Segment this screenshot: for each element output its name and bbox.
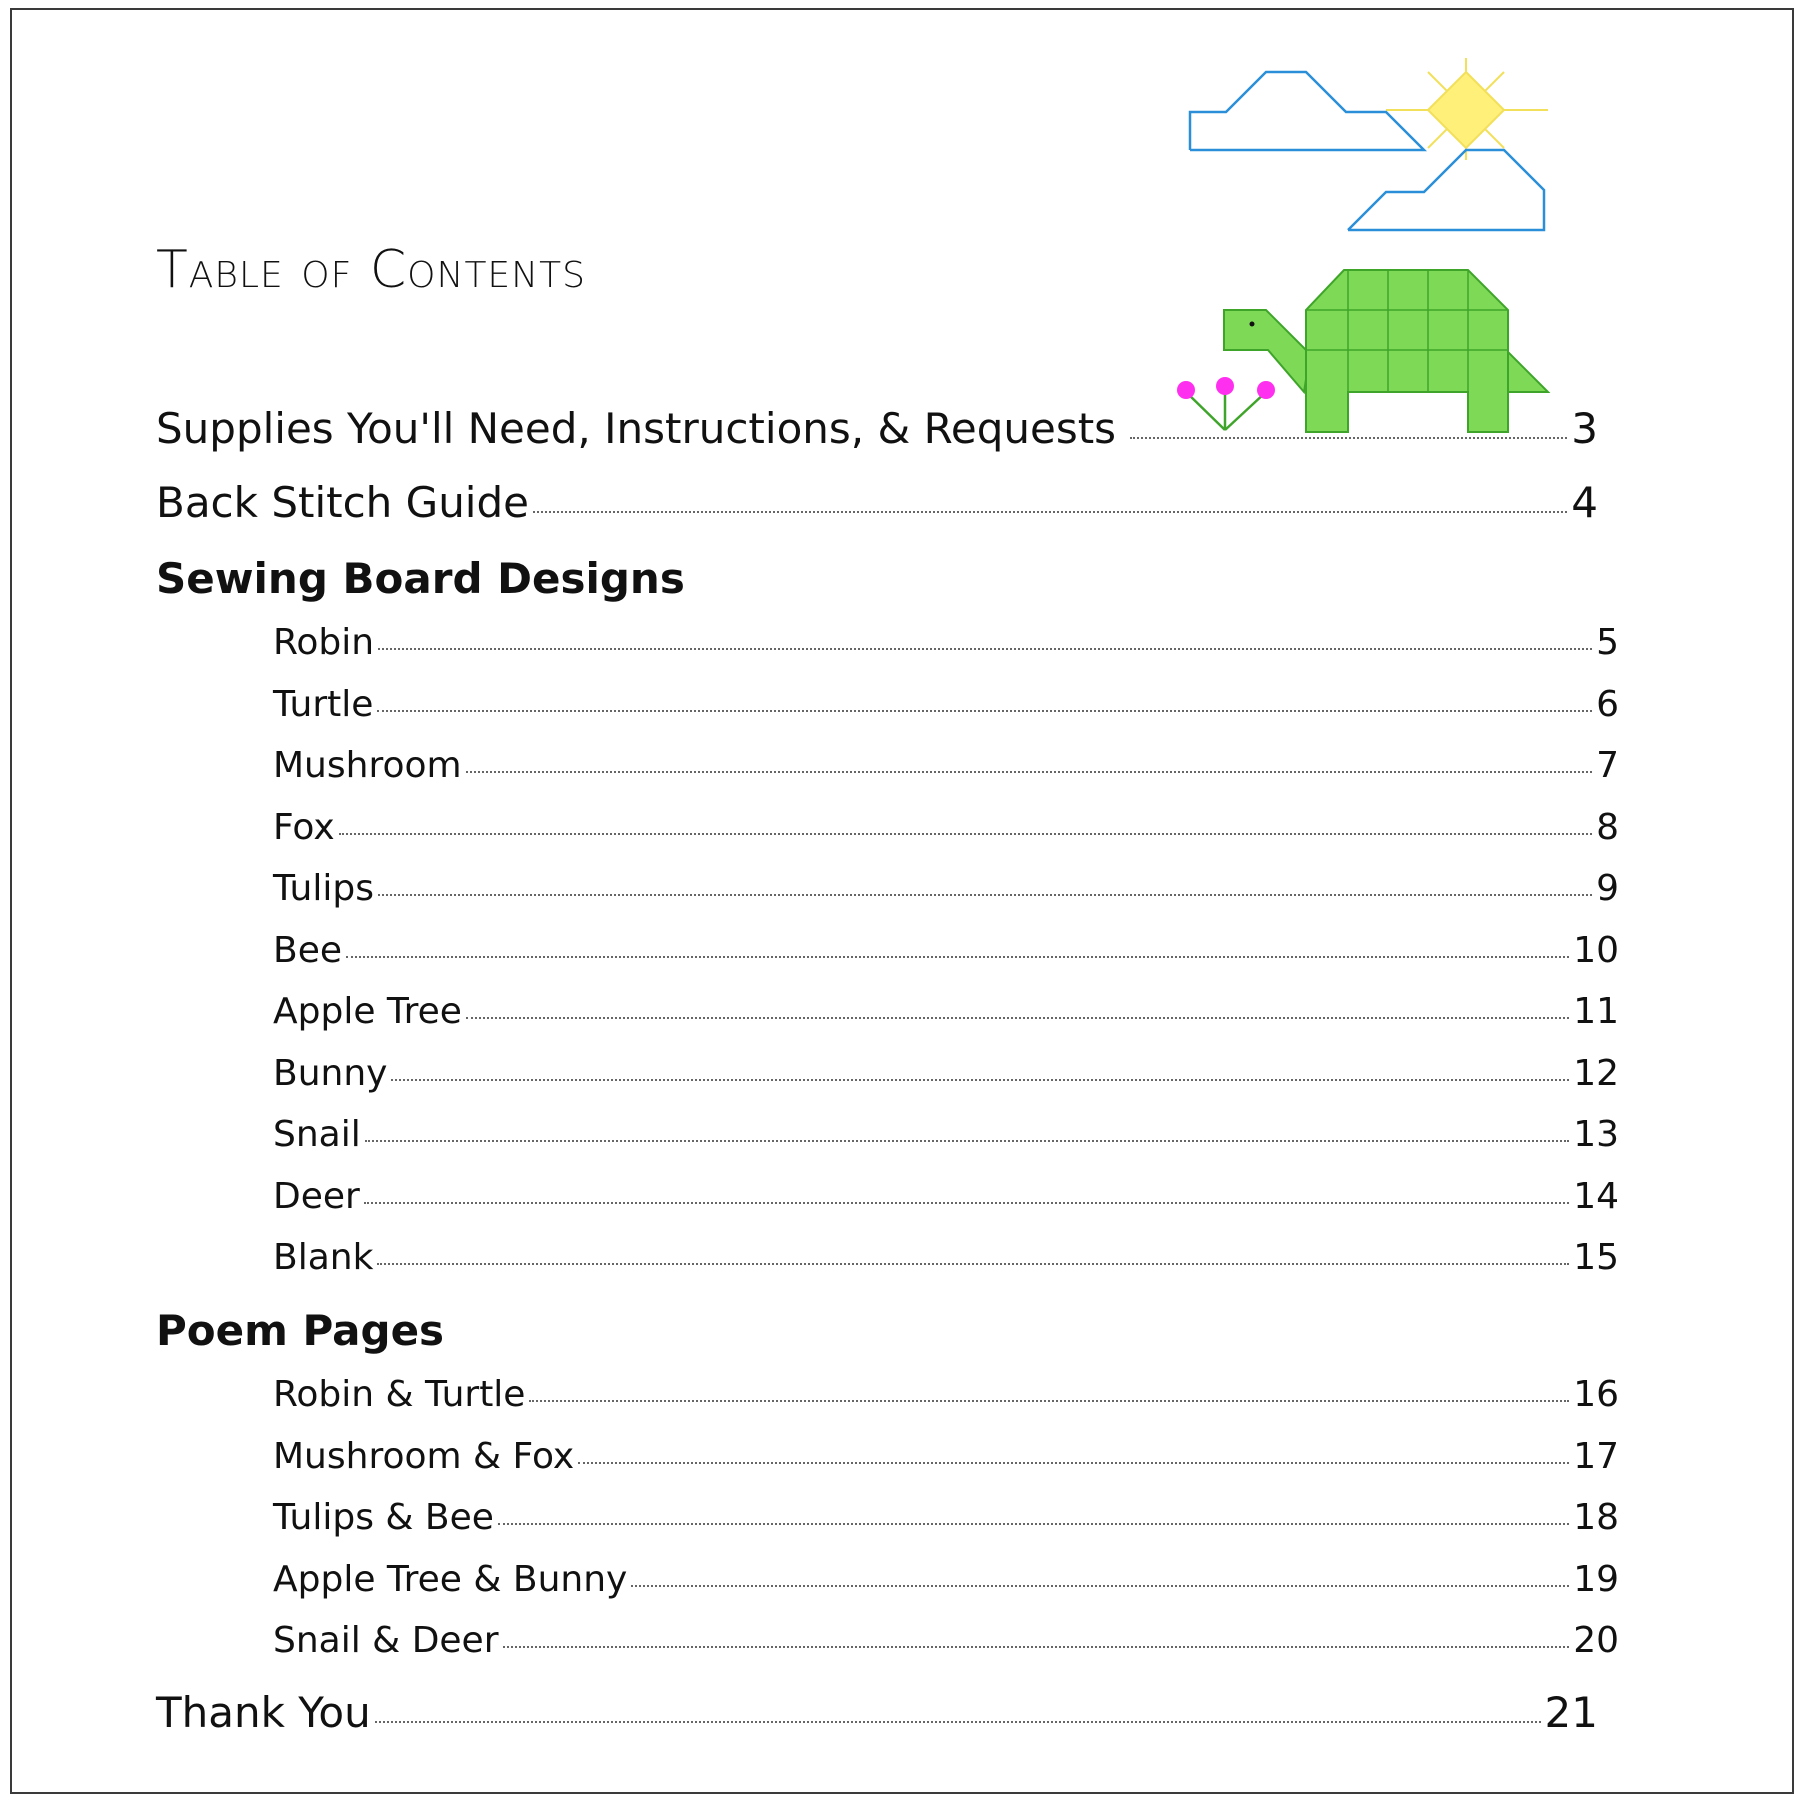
toc-item-label: Bunny	[273, 1053, 388, 1094]
toc-item-label: Blank	[273, 1237, 374, 1278]
toc-item-page: 16	[1573, 1374, 1619, 1415]
dot-leader	[529, 1400, 1569, 1402]
toc-item-blank[interactable]	[273, 1237, 1619, 1278]
sun-icon	[1386, 58, 1548, 160]
dot-leader	[375, 1721, 1541, 1723]
dot-leader	[533, 511, 1567, 513]
toc-item-page: 13	[1573, 1114, 1619, 1155]
toc-item-snail-deer[interactable]	[273, 1620, 1619, 1661]
dot-leader	[466, 1017, 1569, 1019]
toc-item-apple-tree-bunny[interactable]	[273, 1559, 1619, 1600]
toc-item-label: Robin	[273, 622, 375, 663]
toc-item-label: Tulips	[273, 868, 374, 909]
toc-item-page: 18	[1573, 1497, 1619, 1538]
toc-item-page: 19	[1573, 1559, 1619, 1600]
dot-leader	[377, 710, 1592, 712]
toc-item-label: Robin & Turtle	[273, 1374, 526, 1415]
toc-entry-page: 4	[1571, 478, 1598, 527]
dot-leader	[466, 771, 1593, 773]
toc-item-apple-tree[interactable]	[273, 991, 1619, 1032]
section-heading-sewing-board: Sewing Board Designs	[156, 554, 685, 603]
dot-leader	[364, 1202, 1569, 1204]
toc-item-label: Bee	[273, 930, 342, 971]
toc-entry-page: 21	[1544, 1688, 1598, 1737]
toc-entry-label: Thank You	[156, 1688, 371, 1737]
toc-item-turtle[interactable]	[273, 684, 1619, 725]
toc-item-page: 11	[1573, 991, 1619, 1032]
dot-leader	[377, 1263, 1569, 1265]
toc-item-tulips-bee[interactable]	[273, 1497, 1619, 1538]
toc-entry-label: Supplies You'll Need, Instructions, & Requests	[156, 404, 1117, 453]
toc-entry-back-stitch[interactable]	[156, 478, 1598, 527]
dot-leader	[339, 833, 1592, 835]
toc-item-page: 15	[1573, 1237, 1619, 1278]
toc-item-label: Deer	[273, 1176, 360, 1217]
dot-leader	[365, 1140, 1569, 1142]
toc-item-snail[interactable]	[273, 1114, 1619, 1155]
toc-item-bee[interactable]	[273, 930, 1619, 971]
toc-item-label: Apple Tree	[273, 991, 462, 1032]
toc-item-page: 17	[1573, 1436, 1619, 1477]
dot-leader	[631, 1585, 1569, 1587]
dot-leader	[378, 648, 1592, 650]
dot-leader	[578, 1462, 1569, 1464]
toc-item-page: 6	[1596, 684, 1619, 725]
toc-entry-supplies[interactable]	[156, 404, 1598, 453]
dot-leader	[378, 894, 1592, 896]
toc-item-bunny[interactable]	[273, 1053, 1619, 1094]
toc-item-page: 8	[1596, 807, 1619, 848]
toc-item-mushroom[interactable]	[273, 745, 1619, 786]
toc-entry-label: Back Stitch Guide	[156, 478, 529, 527]
dot-leader	[498, 1523, 1569, 1525]
toc-item-fox[interactable]	[273, 807, 1619, 848]
toc-entry-page: 3	[1571, 404, 1598, 453]
toc-item-label: Snail & Deer	[273, 1620, 499, 1661]
toc-item-page: 5	[1596, 622, 1619, 663]
toc-item-label: Turtle	[273, 684, 374, 725]
toc-item-page: 20	[1573, 1620, 1619, 1661]
toc-item-tulips[interactable]	[273, 868, 1619, 909]
toc-item-page: 12	[1573, 1053, 1619, 1094]
toc-item-page: 9	[1596, 868, 1619, 909]
toc-entry-thank-you[interactable]	[156, 1688, 1598, 1737]
toc-item-page: 14	[1573, 1176, 1619, 1217]
toc-item-page: 7	[1596, 745, 1619, 786]
toc-item-page: 10	[1573, 930, 1619, 971]
toc-item-mushroom-fox[interactable]	[273, 1436, 1619, 1477]
toc-item-robin[interactable]	[273, 622, 1619, 663]
toc-item-label: Fox	[273, 807, 335, 848]
toc-item-robin-turtle[interactable]	[273, 1374, 1619, 1415]
section-heading-poem-pages: Poem Pages	[156, 1306, 445, 1355]
toc-item-label: Mushroom	[273, 745, 462, 786]
page-title: Table of Contents	[156, 240, 586, 300]
dot-leader	[391, 1079, 1569, 1081]
toc-item-label: Tulips & Bee	[273, 1497, 494, 1538]
toc-item-deer[interactable]	[273, 1176, 1619, 1217]
dot-leader	[503, 1646, 1570, 1648]
toc-item-label: Mushroom & Fox	[273, 1436, 575, 1477]
toc-item-label: Snail	[273, 1114, 361, 1155]
toc-item-label: Apple Tree & Bunny	[273, 1559, 628, 1600]
dot-leader	[1130, 437, 1567, 439]
dot-leader	[346, 956, 1569, 958]
